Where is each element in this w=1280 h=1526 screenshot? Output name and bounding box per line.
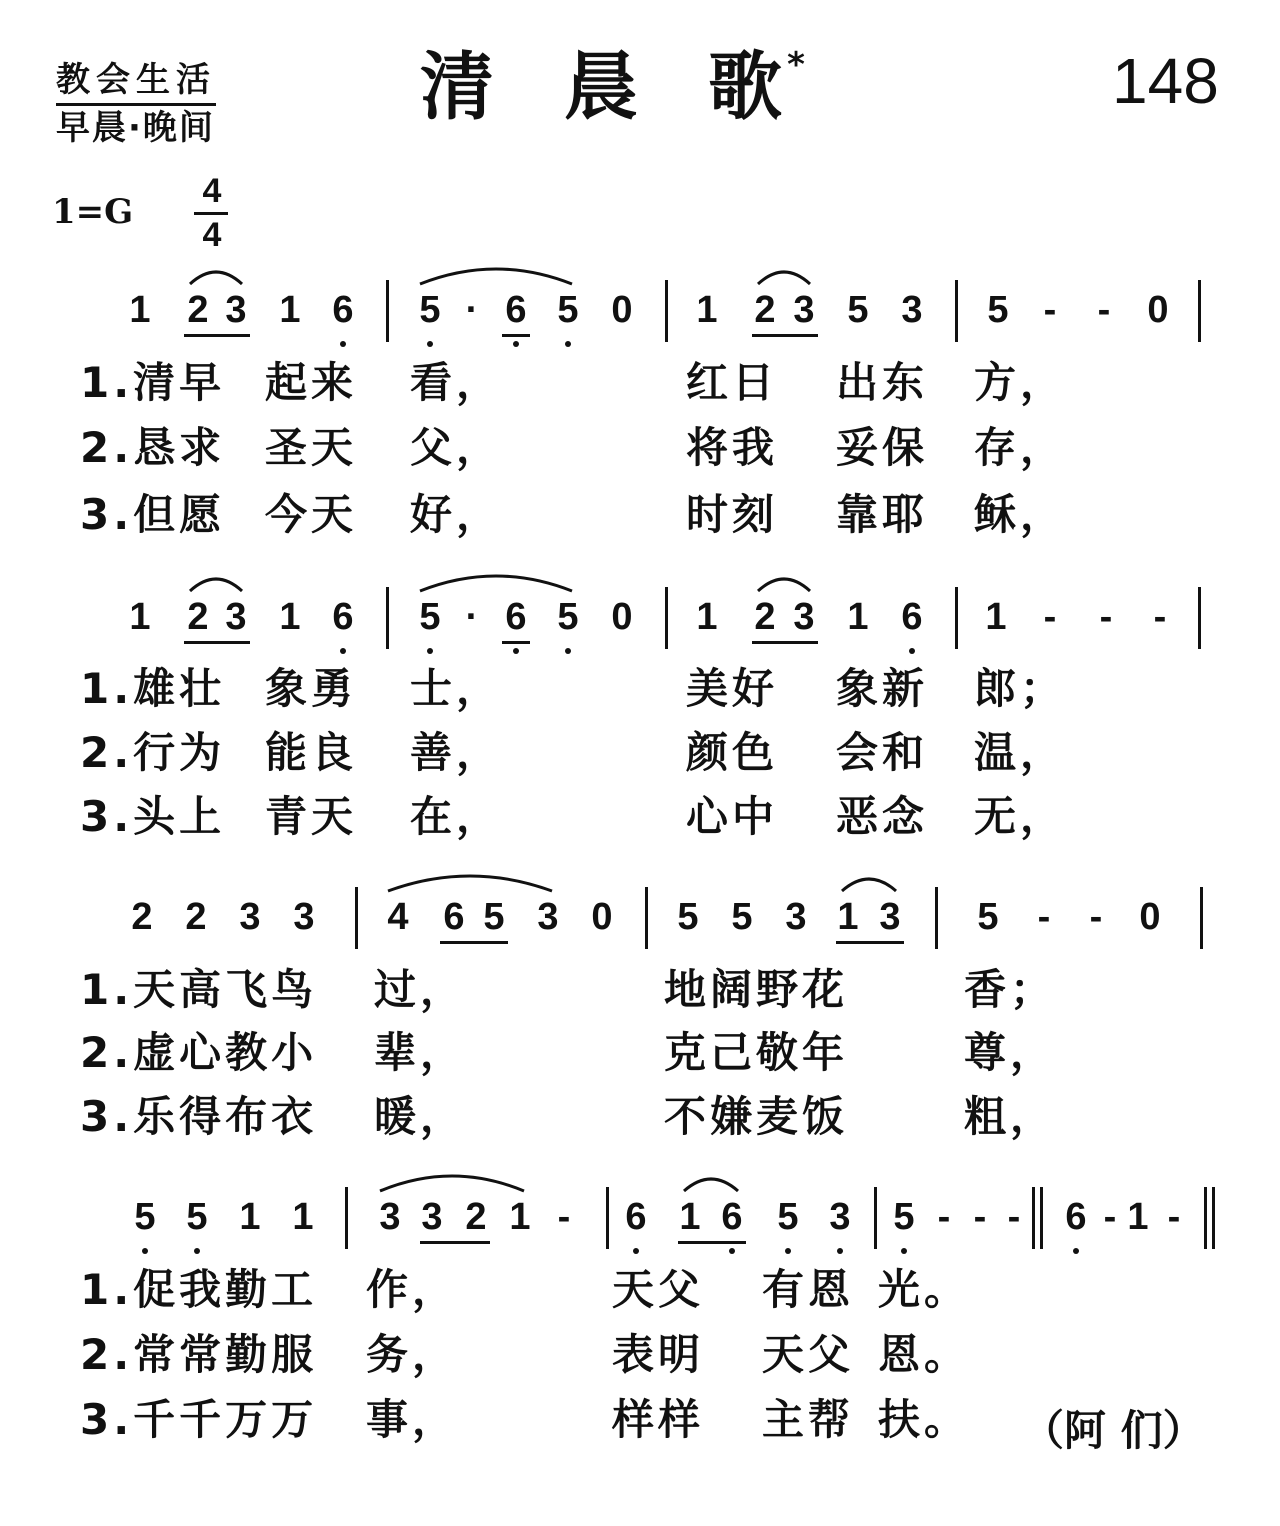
meter-top: 4: [202, 172, 222, 210]
note: 6: [625, 1196, 647, 1238]
lyric-line2-verse3-seg2: 青天: [265, 792, 358, 841]
note: 6: [721, 1196, 743, 1238]
note: 5: [483, 896, 505, 938]
lyric-line3-verse2-seg4: 尊，: [964, 1028, 1057, 1077]
note: 3: [239, 896, 261, 938]
dash-note: -: [1043, 596, 1057, 638]
lyric-line2-verse2-seg3: 善，: [410, 728, 503, 777]
lyric-line4-verse1-seg4: 有恩: [762, 1265, 855, 1314]
dash-note: -: [1089, 896, 1103, 938]
note: 2: [187, 289, 209, 331]
title-char: 清: [420, 44, 494, 130]
lyric-line1-verse3-seg3: 好，: [410, 490, 503, 539]
slur: [380, 1176, 524, 1191]
note: 2: [465, 1196, 487, 1238]
lyric-line3-verse1-seg1: 1.天高飞鸟: [80, 965, 318, 1014]
note: 5: [677, 896, 699, 938]
note: 5: [847, 289, 869, 331]
note: 0: [591, 896, 613, 938]
note: 3: [421, 1196, 443, 1238]
dash-note: -: [557, 1196, 571, 1238]
lyric-line4-verse3-seg2: 事，: [366, 1395, 459, 1444]
title-char: 晨: [564, 44, 638, 130]
slur: [420, 576, 572, 591]
lyric-line1-verse1-seg3: 看，: [410, 358, 503, 407]
lyric-line2-verse1-seg5: 象新: [836, 664, 929, 713]
note: 1: [239, 1196, 261, 1238]
subcategory-label: 早晨·晚间: [56, 108, 215, 148]
lyric-line2-verse2-seg4: 颜色: [686, 728, 779, 777]
slur: [190, 579, 242, 591]
note: 0: [611, 289, 633, 331]
slur: [842, 879, 896, 891]
dash-note: -: [1097, 289, 1111, 331]
lyric-line4-verse3-seg5: 扶。: [878, 1395, 971, 1444]
slur: [684, 1179, 738, 1191]
note: 5: [777, 1196, 799, 1238]
dash-note: -: [1099, 596, 1113, 638]
dash-note: -: [1007, 1196, 1021, 1238]
lyric-line1-verse2-seg4: 将我: [686, 423, 779, 472]
dash-note: -: [1103, 1196, 1117, 1238]
lyric-line3-verse3-seg2: 暖，: [374, 1092, 467, 1141]
lyric-line1-verse1-seg6: 方，: [974, 358, 1067, 407]
note: 3: [785, 896, 807, 938]
lyric-line2-verse3-seg5: 恶念: [836, 792, 929, 841]
lyric-line3-verse3-seg3: 不嫌麦饭: [664, 1092, 849, 1141]
lyric-line2-verse1-seg2: 象勇: [265, 664, 358, 713]
slur: [758, 579, 810, 591]
note: 3: [901, 289, 923, 331]
dash-note: -: [1153, 596, 1167, 638]
note: 1: [679, 1196, 701, 1238]
lyric-line2-verse3-seg3: 在，: [410, 792, 503, 841]
hymn-number: 148: [1112, 45, 1219, 117]
note: 3: [829, 1196, 851, 1238]
note: 1: [129, 289, 151, 331]
lyric-line1-verse2-seg5: 妥保: [836, 423, 929, 472]
dash-note: -: [1043, 289, 1057, 331]
note: 1: [696, 596, 718, 638]
note: 1: [985, 596, 1007, 638]
lyric-line2-verse2-seg5: 会和: [836, 728, 929, 777]
lyric-line2-verse3-seg4: 心中: [686, 792, 779, 841]
lyric-line2-verse2-seg6: 温，: [974, 728, 1067, 777]
note: 3: [293, 896, 315, 938]
note: 1: [279, 596, 301, 638]
note: 3: [225, 289, 247, 331]
note: 6: [901, 596, 923, 638]
note: 1: [847, 596, 869, 638]
lyric-line3-verse2-seg1: 2.虚心教小: [80, 1028, 318, 1077]
lyric-line2-verse3-seg1: 3.头上: [80, 792, 226, 841]
lyric-line1-verse1-seg2: 起来: [265, 358, 358, 407]
lyric-line4-verse1-seg1: 1.促我勤工: [80, 1265, 318, 1314]
note: 3: [379, 1196, 401, 1238]
note: 2: [185, 896, 207, 938]
note: 5: [419, 289, 441, 331]
note: 0: [1147, 289, 1169, 331]
note: 3: [537, 896, 559, 938]
lyric-line4-verse2-seg1: 2.常常勤服: [80, 1330, 318, 1379]
note: 4: [387, 896, 409, 938]
dash-note: -: [937, 1196, 951, 1238]
note: 5: [186, 1196, 208, 1238]
lyric-line2-verse1-seg4: 美好: [686, 664, 779, 713]
note: 1: [696, 289, 718, 331]
dash-note: -: [1167, 1196, 1181, 1238]
lyric-line3-verse1-seg2: 过，: [374, 965, 467, 1014]
slur: [190, 272, 242, 284]
lyric-line1-verse1-seg5: 出东: [836, 358, 929, 407]
note: 2: [187, 596, 209, 638]
note: 5: [987, 289, 1009, 331]
slur: [758, 272, 810, 284]
note: 1: [129, 596, 151, 638]
lyric-line1-verse2-seg3: 父，: [410, 423, 503, 472]
lyric-line4-verse2-seg3: 表明: [612, 1330, 705, 1379]
note: 3: [879, 896, 901, 938]
lyric-line4-verse2-seg4: 天父: [762, 1330, 855, 1379]
lyric-line2-verse1-seg1: 1.雄壮: [80, 664, 226, 713]
note: 5: [134, 1196, 156, 1238]
note: 6: [443, 896, 465, 938]
lyric-line4-verse2-seg2: 务，: [366, 1330, 459, 1379]
note: 5: [893, 1196, 915, 1238]
dot-note: ·: [465, 289, 479, 331]
note: 1: [292, 1196, 314, 1238]
note: 3: [793, 289, 815, 331]
note: 1: [509, 1196, 531, 1238]
lyric-line2-verse2-seg2: 能良: [265, 728, 358, 777]
slur: [420, 269, 572, 284]
note: 5: [977, 896, 999, 938]
lyric-line3-verse1-seg3: 地阔野花: [664, 965, 849, 1014]
note: 0: [611, 596, 633, 638]
note: 1: [1127, 1196, 1149, 1238]
lyric-line1-verse2-seg2: 圣天: [265, 423, 358, 472]
lyric-line2-verse2-seg1: 2.行为: [80, 728, 226, 777]
lyric-line2-verse3-seg6: 无，: [974, 792, 1067, 841]
lyric-line4-verse1-seg3: 天父: [612, 1265, 705, 1314]
lyric-line3-verse3-seg4: 粗，: [964, 1092, 1057, 1141]
lyric-line1-verse3-seg6: 稣，: [974, 490, 1067, 539]
note: 2: [754, 289, 776, 331]
lyric-line2-verse1-seg3: 士，: [410, 664, 503, 713]
note: 6: [1065, 1196, 1087, 1238]
lyric-line4-verse2-seg5: 恩。: [878, 1330, 971, 1379]
note: 5: [419, 596, 441, 638]
lyric-line1-verse3-seg1: 3.但愿: [80, 490, 226, 539]
note: 3: [793, 596, 815, 638]
lyric-line3-verse2-seg2: 辈，: [374, 1028, 467, 1077]
lyric-line1-verse1-seg1: 1.清早: [80, 358, 226, 407]
lyric-line4-verse3-seg4: 主帮: [762, 1395, 855, 1444]
lyric-line1-verse2-seg6: 存，: [974, 423, 1067, 472]
meter-bottom: 4: [202, 216, 222, 254]
amen-label: （阿 们）: [1022, 1406, 1205, 1455]
lyric-line1-verse3-seg5: 靠耶: [836, 490, 929, 539]
lyric-line4-verse3-seg1: 3.千千万万: [80, 1395, 318, 1444]
key-signature: 1=G: [52, 192, 134, 232]
lyric-line1-verse3-seg4: 时刻: [686, 490, 779, 539]
lyric-line1-verse1-seg4: 红日: [686, 358, 779, 407]
lyric-line1-verse2-seg1: 2.恳求: [80, 423, 226, 472]
note: 5: [731, 896, 753, 938]
lyric-line3-verse2-seg3: 克己敬年: [664, 1028, 849, 1077]
lyric-line4-verse1-seg2: 作，: [366, 1265, 459, 1314]
note: 5: [557, 596, 579, 638]
dash-note: -: [1037, 896, 1051, 938]
lyric-line4-verse3-seg3: 样样: [612, 1395, 705, 1444]
note: 6: [505, 596, 527, 638]
lyric-line3-verse1-seg4: 香；: [964, 965, 1057, 1014]
dot-note: ·: [465, 596, 479, 638]
note: 6: [332, 289, 354, 331]
note: 5: [557, 289, 579, 331]
note: 2: [131, 896, 153, 938]
lyric-line2-verse1-seg6: 郎；: [974, 664, 1067, 713]
note: 6: [505, 289, 527, 331]
note: 0: [1139, 896, 1161, 938]
note: 1: [837, 896, 859, 938]
note: 1: [279, 289, 301, 331]
lyric-line1-verse3-seg2: 今天: [265, 490, 358, 539]
category-label: 教会生活: [56, 52, 216, 106]
lyric-line4-verse1-seg5: 光。: [878, 1265, 971, 1314]
note: 2: [754, 596, 776, 638]
note: 6: [332, 596, 354, 638]
title-asterisk: *: [787, 45, 805, 85]
lyric-line3-verse3-seg1: 3.乐得布衣: [80, 1092, 318, 1141]
title-char: 歌: [708, 44, 782, 130]
note: 3: [225, 596, 247, 638]
slur: [388, 876, 552, 891]
dash-note: -: [973, 1196, 987, 1238]
